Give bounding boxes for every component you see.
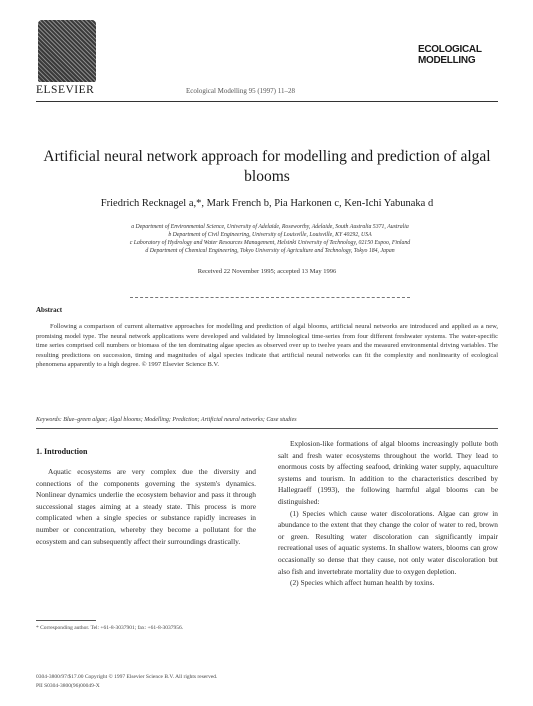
elsevier-tree-logo: [38, 20, 96, 82]
left-column-text: Aquatic ecosystems are very complex due the diversity and connections of the components governing the system's dynamics. Nonlinear dynamics underlie the ecosystem behavior and pass it through successional stages aiming at a steady state. This process is more complicated when a single species or substance rapidly increases in number or concentration, whereby they become a pollutant for the ecosystem and can subsequently affect their surroundings drastically.: [36, 467, 256, 546]
journal-logo-line-1: ECOLOGICAL: [418, 44, 482, 55]
section-divider: [130, 297, 410, 298]
copyright-block: [36, 673, 336, 690]
right-column: [278, 438, 498, 589]
abstract-body: Following a comparison of current alternative approaches for modelling and prediction of algal blooms, artificial neural networks are introduced and applied as a new, promising model type. The neural network applications were developed and validated by limnological time-series from four different freshwater systems. The water-specific time series comprised cell numbers or biomass of the ten dominating algae species as observed over up to twelve years and the measured environmental driving variables. The resulting predictions on succession, timing and magnitudes of algal species indicate that artificial neural networks can fit the complexity and nonlinearity of ecological phenomena apparently to a high degree. © 1997 Elsevier Science B.V.: [36, 323, 498, 369]
journal-logo: [418, 44, 488, 66]
corresponding-author-footnote: * Corresponding author. Tel: +61-8-3037901; fax: +61-8-3037956.: [36, 625, 184, 631]
section-heading: 1. Introduction: [36, 447, 88, 456]
copyright-line: 0304-3800/97/$17.00 Copyright © 1997 Elsevier Science B.V. All rights reserved.: [36, 674, 218, 680]
right-paragraph-3: (2) Species which affect human health by toxins.: [290, 578, 435, 588]
keywords-divider: [36, 428, 498, 429]
affiliation-c: c Laboratory of Hydrology and Water Resources Management, Helsinki University of Technology, 02150 Espoo, Finland: [129, 240, 411, 246]
paper-title: Artificial neural network approach for modelling and prediction of algal blooms: [43, 148, 491, 185]
journal-reference: Ecological Modelling 95 (1997) 11–28: [186, 87, 295, 95]
received-dates: Received 22 November 1995; accepted 13 May 1996: [197, 268, 337, 275]
author-list: Friedrich Recknagel a,*, Mark French b, Pia Harkonen c, Ken-Ichi Yabunaka d: [100, 198, 434, 209]
affiliation-b: b Department of Civil Engineering, University of Louisville, Louisville, KY 40292, USA: [168, 232, 372, 238]
pii-line: PII S0304-3800(96)00049-X: [36, 682, 100, 689]
journal-logo-line-2: MODELLING: [418, 55, 476, 66]
keywords: Keywords: Blue–green algae; Algal blooms; Modelling; Prediction; Artificial neural networks; Case studies: [36, 417, 297, 423]
header-divider: [36, 101, 498, 102]
affiliation-a: a Department of Environmental Science, University of Adelaide, Roseworthy, Adelaide, South Australia 5371, Australia: [131, 224, 409, 230]
publisher-name: ELSEVIER: [36, 84, 95, 96]
affiliation-d: d Department of Chemical Engineering, Tokyo University of Agriculture and Technology, Tokyo 184, Japan: [145, 248, 395, 254]
right-paragraph-2: (1) Species which cause water discolorations. Algae can grow in abundance to the extent that they change the color of water to red, brown or green. Resulting water discoloration can significantly impair recreational uses of aquatic systems. In shallow waters, blooms can grow occasionally so dense that they cause, not only water discoloration but also fish and invertebrate mortality due to oxygen depletion.: [278, 508, 498, 576]
footnote-divider: [36, 620, 96, 621]
abstract-heading: Abstract: [36, 306, 63, 314]
right-paragraph-1: Explosion-like formations of algal blooms increasingly pollute both salt and fresh water ecosystems throughout the world. They lead to enormous costs by affecting seafood, drinking water supply, aquaculture systems and tourism. In addition to the characteristics described by Hallegraeff (1993), the following harmful algal blooms can be distinguished:: [278, 439, 498, 506]
